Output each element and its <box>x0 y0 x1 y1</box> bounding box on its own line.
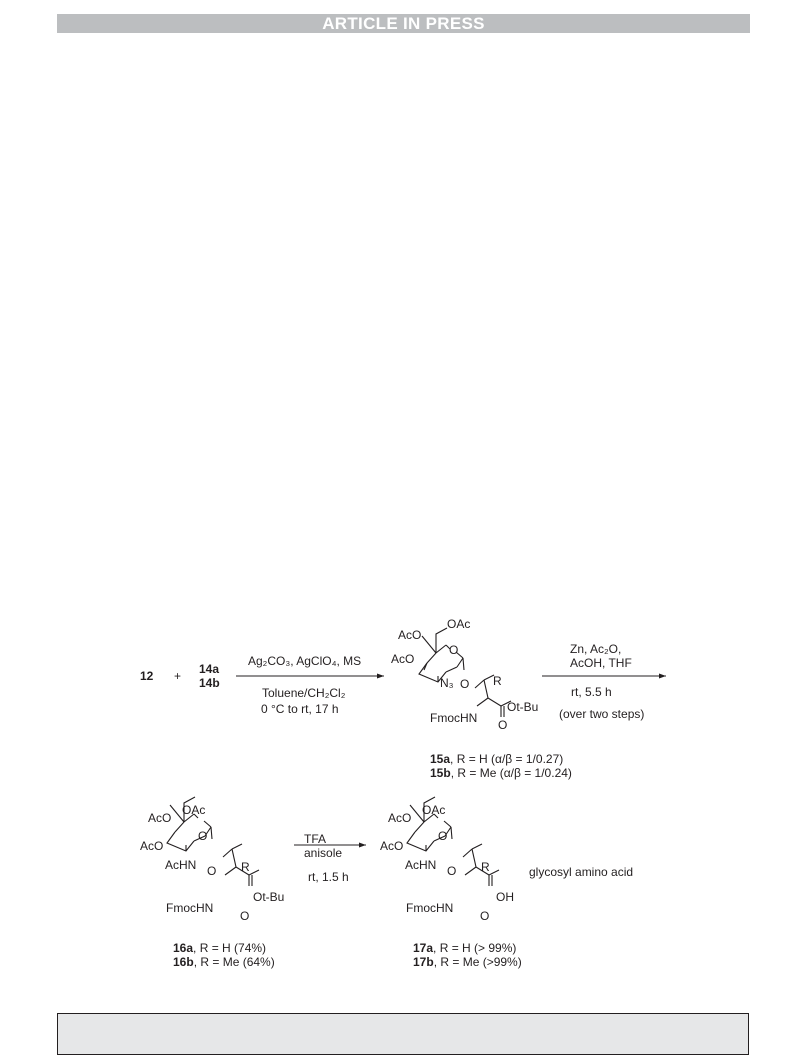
s15-carbonyl-o: O <box>498 718 508 732</box>
s16-aco-mid: AcO <box>140 839 164 853</box>
s15-ring-o: O <box>449 643 459 657</box>
s16-fmochn: FmocHN <box>166 901 214 915</box>
step1-solvent: Toluene/CH₂Cl₂ <box>262 686 346 700</box>
legend-15a: 15a, R = H (α/β = 1/0.27) <box>430 752 564 766</box>
legend-16a: 16a, R = H (74%) <box>173 941 267 955</box>
legend-16b: 16b, R = Me (64%) <box>173 955 275 969</box>
compound-12-label: 12 <box>140 669 154 683</box>
s17-achn: AcHN <box>405 858 437 872</box>
s16-glycosidic-o: O <box>207 864 217 878</box>
legend-17a: 17a, R = H (> 99%) <box>413 941 517 955</box>
step2-reagents-line2: AcOH, THF <box>570 656 632 670</box>
step2-time: rt, 5.5 h <box>571 685 612 699</box>
s17-ring-o: O <box>438 829 448 843</box>
step3-additive: anisole <box>304 846 343 860</box>
s16-ring-o: O <box>198 829 208 843</box>
s16-aco-top: AcO <box>148 811 172 825</box>
plus-sign: + <box>174 669 182 683</box>
s16-achn: AcHN <box>165 858 197 872</box>
structure-15 <box>419 628 511 717</box>
s15-glycosidic-o: O <box>460 677 470 691</box>
step1-reagents: Ag₂CO₃, AgClO₄, MS <box>248 654 362 668</box>
s16-carbonyl-o: O <box>240 909 250 923</box>
s17-aco-top: AcO <box>388 811 412 825</box>
s17-oh: OH <box>496 890 514 904</box>
s17-oac: OAc <box>422 803 446 817</box>
s15-r: R <box>493 674 502 688</box>
s17-glycosidic-o: O <box>447 864 457 878</box>
s15-fmochn: FmocHN <box>430 711 478 725</box>
s15-aco-top: AcO <box>398 628 422 642</box>
step3-reagent: TFA <box>304 832 327 846</box>
s17-carbonyl-o: O <box>480 909 490 923</box>
step3-time: rt, 1.5 h <box>308 870 349 884</box>
s15-otbu: Ot-Bu <box>507 700 539 714</box>
s15-aco-mid: AcO <box>391 652 415 666</box>
s17-fmochn: FmocHN <box>406 901 454 915</box>
step2-reagents-line1: Zn, Ac₂O, <box>570 642 622 656</box>
article-in-press-banner: ARTICLE IN PRESS <box>57 14 750 33</box>
product-caption: glycosyl amino acid <box>529 865 634 879</box>
step1-temperature: 0 °C to rt, 17 h <box>261 702 339 716</box>
legend-15b: 15b, R = Me (α/β = 1/0.24) <box>430 766 572 780</box>
s16-oac: OAc <box>182 803 206 817</box>
s16-otbu: Ot-Bu <box>253 890 285 904</box>
compound-14b-label: 14b <box>199 676 220 690</box>
step2-note: (over two steps) <box>559 707 645 721</box>
s17-r: R <box>481 860 490 874</box>
caption-box <box>57 1013 749 1055</box>
s17-aco-mid: AcO <box>380 839 404 853</box>
s15-oac: OAc <box>447 617 471 631</box>
compound-14a-label: 14a <box>199 662 220 676</box>
legend-17b: 17b, R = Me (>99%) <box>413 955 522 969</box>
s15-n3: N₃ <box>440 676 454 690</box>
s16-r: R <box>241 860 250 874</box>
